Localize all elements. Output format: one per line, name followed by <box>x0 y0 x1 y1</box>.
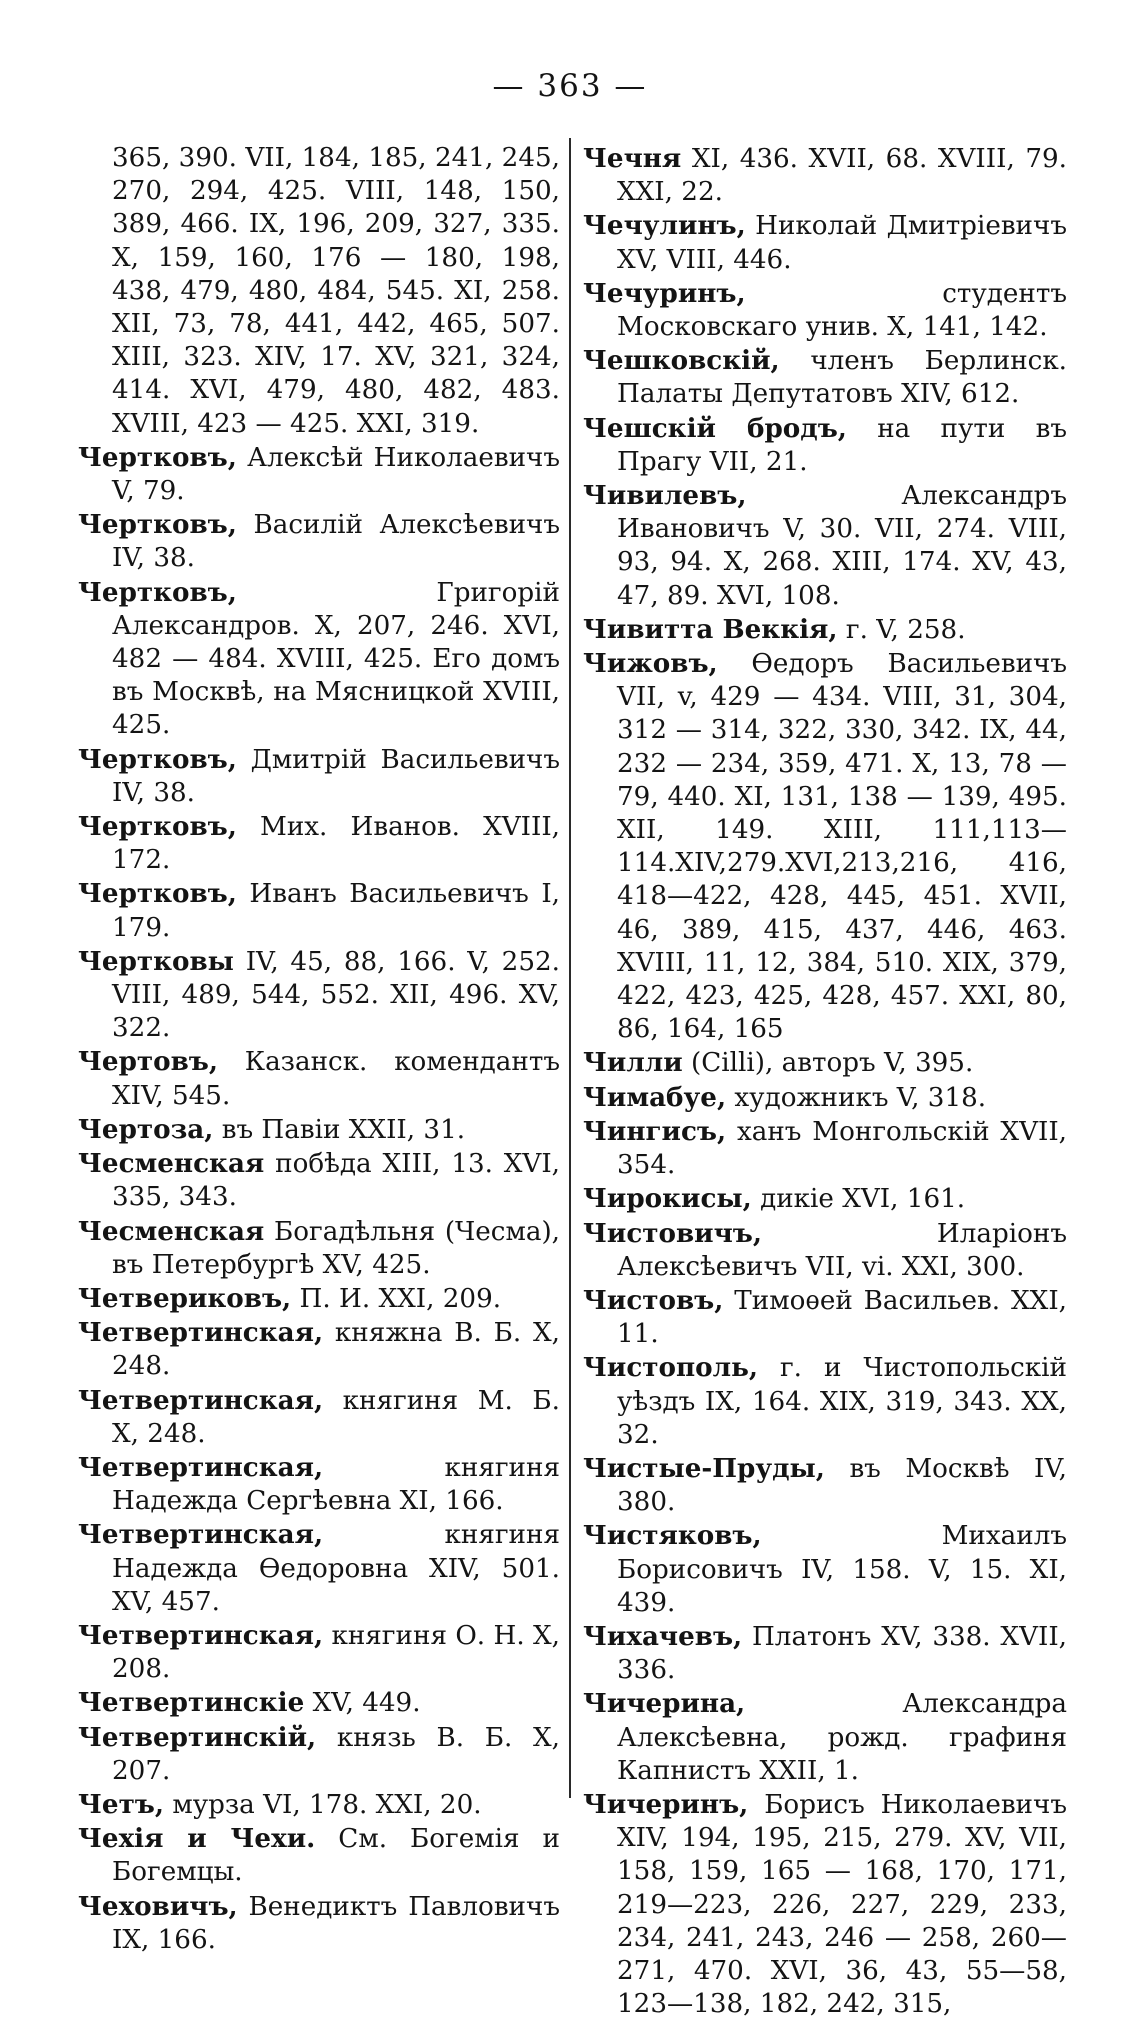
index-entry <box>78 743 560 810</box>
entry-references: Ѳедоръ Васильевичъ VII, v, 429 — 434. VIII, 31, 304, 312 — 314, 322, 330, 342. IX, 44, 232 — 234, 359, 471. X, 13, 78 — 79, 440. XI, 131, 138 — 139, 495. XII, 149. XIII, 111,113—114.XIV,279.XVI,213,216, 416, 418—422, 428, 445, 451. XVII, 46, 389, 415, 437, 446, 463. XVIII, 11, 12, 384, 510. XIX, 379, 422, 423, 425, 428, 457. XXI, 80, 86, 164, 165 <box>617 649 1067 1045</box>
entry-references: г. V, 258. <box>845 614 966 645</box>
entry-references: въ Москвѣ IV, 380. <box>617 1453 1068 1518</box>
index-entry <box>583 479 1067 613</box>
entry-headword: Четвериковъ, <box>78 1282 292 1314</box>
index-entry <box>78 1822 560 1889</box>
index-entry <box>78 1518 560 1619</box>
entry-headword: Чертовъ, <box>78 1046 218 1078</box>
entry-headword: Чертковъ, <box>78 743 237 775</box>
index-entry <box>78 1113 560 1147</box>
entry-headword: Чивилевъ, <box>583 480 747 512</box>
index-entry <box>583 1182 1067 1216</box>
index-entry <box>78 1147 560 1214</box>
index-entry <box>583 1115 1067 1182</box>
index-entry <box>78 810 560 877</box>
entry-references: Казанск. комендантъ XIV, 545. <box>112 1047 560 1111</box>
entry-headword: Четвертинская, <box>78 1384 324 1416</box>
entry-references: Мих. Иванов. XVIII, 172. <box>112 812 561 876</box>
entry-headword: Чесменская <box>78 1148 265 1180</box>
entry-headword: Чехія и Чехи. <box>78 1823 316 1855</box>
entry-references: княгиня Надежда Сергѣевна XI, 166. <box>112 1452 560 1517</box>
entry-headword: Чешскій бродъ, <box>583 412 847 444</box>
entry-references: Платонъ XV, 338. XVII, 336. <box>617 1621 1068 1686</box>
entry-headword: Чешковскій, <box>583 345 780 377</box>
entry-references: въ Павіи XXII, 31. <box>221 1114 466 1145</box>
entry-headword: Чихачевъ, <box>583 1620 743 1652</box>
index-entry <box>583 209 1067 276</box>
entry-references: Александра Алексѣевна, рожд. графиня Капнистъ XXII, 1. <box>617 1689 1067 1786</box>
entry-references: Александръ Ивановичъ V, 30. VII, 274. VIII, 93, 94. X, 268. XIII, 174. XV, 43, 47, 89. XVI, 108. <box>617 481 1067 611</box>
index-entry <box>583 1687 1067 1788</box>
entry-headword: Чечня <box>583 143 682 174</box>
index-entry <box>583 647 1067 1046</box>
left-column <box>78 142 560 1957</box>
index-entry <box>583 1519 1067 1620</box>
entry-references: княгиня Надежда Ѳедоровна XIV, 501. XV, 457. <box>112 1520 560 1617</box>
entry-headword: Четвертинская, <box>78 1451 324 1483</box>
entry-headword: Чилли <box>583 1047 683 1079</box>
entry-headword: Чистые-Пруды, <box>583 1452 825 1484</box>
entry-references: П. И. XXI, 209. <box>299 1283 502 1314</box>
index-entry <box>78 1619 560 1686</box>
entry-headword: Четъ, <box>78 1788 165 1820</box>
entry-references: князь В. Б. X, 207. <box>112 1722 560 1786</box>
entry-references: Богадѣльня (Чесма), въ Петербургѣ XV, 425. <box>112 1216 560 1280</box>
entry-headword: Чертковъ, <box>78 811 237 843</box>
entry-headword: Чичеринъ, <box>583 1788 749 1820</box>
index-entry <box>583 1788 1067 2021</box>
entry-headword: Чертковъ, <box>78 509 237 541</box>
entry-references: Борисъ Николаевичъ XIV, 194, 195, 215, 279. XV, VII, 158, 159, 165 — 168, 170, 171, 219—223, 226, 227, 229, 233, 234, 241, 243, 246 — 258, 260—271, 470. XVI, 36, 43, 55—58, 123—138, 182, 242, 315, <box>617 1789 1067 2020</box>
right-column <box>583 142 1067 2021</box>
entry-references: Михаилъ Борисовичъ IV, 158. V, 15. XI, 439. <box>617 1521 1067 1618</box>
index-entry <box>78 1215 560 1282</box>
entry-headword: Четвертинская, <box>78 1317 324 1349</box>
index-entry <box>583 1452 1067 1519</box>
index-entry <box>78 1890 560 1957</box>
entry-references: мурза VI, 178. XXI, 20. <box>172 1789 482 1820</box>
entry-references: ханъ Монгольскій XVII, 354. <box>617 1116 1067 1181</box>
entry-references: художникъ V, 318. <box>734 1082 987 1113</box>
entry-headword: Чистовичъ, <box>583 1217 762 1249</box>
index-entry <box>78 877 560 944</box>
entry-references: Алексѣй Николаевичъ V, 79. <box>112 442 560 507</box>
entry-references: См. Богемія и Богемцы. <box>112 1824 561 1888</box>
index-entry <box>583 277 1067 344</box>
entry-headword: Чистяковъ, <box>583 1520 762 1552</box>
entry-references: Николай Дмитріевичъ XV, VIII, 446. <box>617 211 1067 275</box>
entry-references: княгиня М. Б. X, 248. <box>112 1385 560 1449</box>
index-entry <box>78 576 560 743</box>
entry-references: XI, 436. XVII, 68. XVIII, 79. XXI, 22. <box>617 144 1067 208</box>
index-entry <box>583 1620 1067 1687</box>
index-entry <box>78 1451 560 1518</box>
entry-references: Иларіонъ Алексѣевичъ VII, vi. XXI, 300. <box>617 1218 1067 1282</box>
entry-headword: Чечуринъ, <box>583 277 746 309</box>
entry-references: Иванъ Васильевичъ I, 179. <box>112 879 560 943</box>
index-entry <box>78 142 560 441</box>
index-entry <box>78 1045 560 1112</box>
entry-headword: Чивитта Веккія, <box>583 613 838 645</box>
entry-references: княжна В. Б. X, 248. <box>112 1318 561 1382</box>
index-entry <box>78 1282 560 1316</box>
index-entry <box>583 1081 1067 1115</box>
index-entry <box>78 508 560 575</box>
index-entry <box>78 1686 560 1720</box>
entry-references: на пути въ Прагу VII, 21. <box>617 413 1068 477</box>
entry-references: побѣда XIII, 13. XVI, 335, 343. <box>112 1149 560 1213</box>
index-entry <box>583 1351 1067 1452</box>
entry-headword: Чеховичъ, <box>78 1890 238 1922</box>
entry-headword: Чертковы <box>78 945 234 977</box>
index-entry <box>78 1316 560 1383</box>
entry-references: Тимоѳей Васильев. XXI, 11. <box>617 1285 1067 1350</box>
index-entry <box>78 945 560 1046</box>
entry-headword: Чертковъ, <box>78 576 237 608</box>
entry-references: Григорій Александров. X, 207, 246. XVI, 482 — 484. XVIII, 425. Его домъ въ Москвѣ, на Мясницкой XVIII, 425. <box>112 577 560 741</box>
column-divider <box>569 138 571 1798</box>
entry-headword: Чичерина, <box>583 1688 746 1720</box>
entry-headword: Четвертинскіе <box>78 1687 305 1719</box>
index-entry <box>583 1046 1067 1080</box>
entry-references: XV, 449. <box>312 1688 421 1719</box>
entry-references: Венедиктъ Павловичъ IX, 166. <box>112 1891 560 1955</box>
entry-references: 365, 390. VII, 184, 185, 241, 245, 270, 294, 425. VIII, 148, 150, 389, 466. IX, 196, 209, 327, 335. X, 159, 160, 176 — 180, 198, 438, 479, 480, 484, 545. XI, 258. XII, 73, 78, 441, 442, 465, 507. XIII, 323. XIV, 17. XV, 321, 324, 414. XVI, 479, 480, 482, 483. XVIII, 423 — 425. XXI, 319. <box>112 143 560 439</box>
entry-headword: Чертковъ, <box>78 441 237 473</box>
index-entry <box>583 1284 1067 1351</box>
entry-references: членъ Берлинск. Палаты Депутатовъ XIV, 612. <box>617 346 1068 410</box>
index-entry <box>583 142 1067 209</box>
index-entry <box>78 1721 560 1788</box>
entry-headword: Чертковъ, <box>78 878 237 910</box>
entry-headword: Чирокисы, <box>583 1183 752 1215</box>
index-entry <box>583 613 1067 647</box>
entry-references: IV, 45, 88, 166. V, 252. VIII, 489, 544, 552. XII, 496. XV, 322. <box>112 946 560 1044</box>
entry-references: (Cilli), авторъ V, 395. <box>691 1048 974 1079</box>
entry-headword: Чистовъ, <box>583 1284 724 1316</box>
entry-references: Василій Алексѣевичъ IV, 38. <box>112 510 561 574</box>
index-entry <box>78 1384 560 1451</box>
entry-headword: Чингисъ, <box>583 1115 727 1147</box>
entry-headword: Четвертинскій, <box>78 1721 317 1753</box>
entry-references: Дмитрій Васильевичъ IV, 38. <box>112 744 560 808</box>
entry-references: дикіе XVI, 161. <box>760 1184 966 1215</box>
entry-headword: Чимабуе, <box>583 1081 727 1113</box>
index-entry <box>78 1788 560 1822</box>
index-entry <box>583 412 1067 479</box>
entry-headword: Четвертинская, <box>78 1519 324 1551</box>
entry-headword: Чистополь, <box>583 1352 758 1384</box>
index-entry <box>583 344 1067 411</box>
entry-references: студентъ Московскаго унив. X, 141, 142. <box>617 278 1067 343</box>
index-entry <box>583 1217 1067 1284</box>
index-entry <box>78 441 560 508</box>
entry-headword: Чесменская <box>78 1215 265 1247</box>
entry-headword: Четвертинская, <box>78 1619 324 1651</box>
entry-references: княгиня О. Н. X, 208. <box>112 1620 561 1685</box>
entry-headword: Чижовъ, <box>583 648 718 680</box>
entry-headword: Чечулинъ, <box>583 210 746 242</box>
page-number: — 363 — <box>492 68 648 104</box>
entry-headword: Чертоза, <box>78 1113 214 1145</box>
entry-references: г. и Чистопольскій уѣздъ IX, 164. XIX, 319, 343. XX, 32. <box>617 1353 1067 1450</box>
